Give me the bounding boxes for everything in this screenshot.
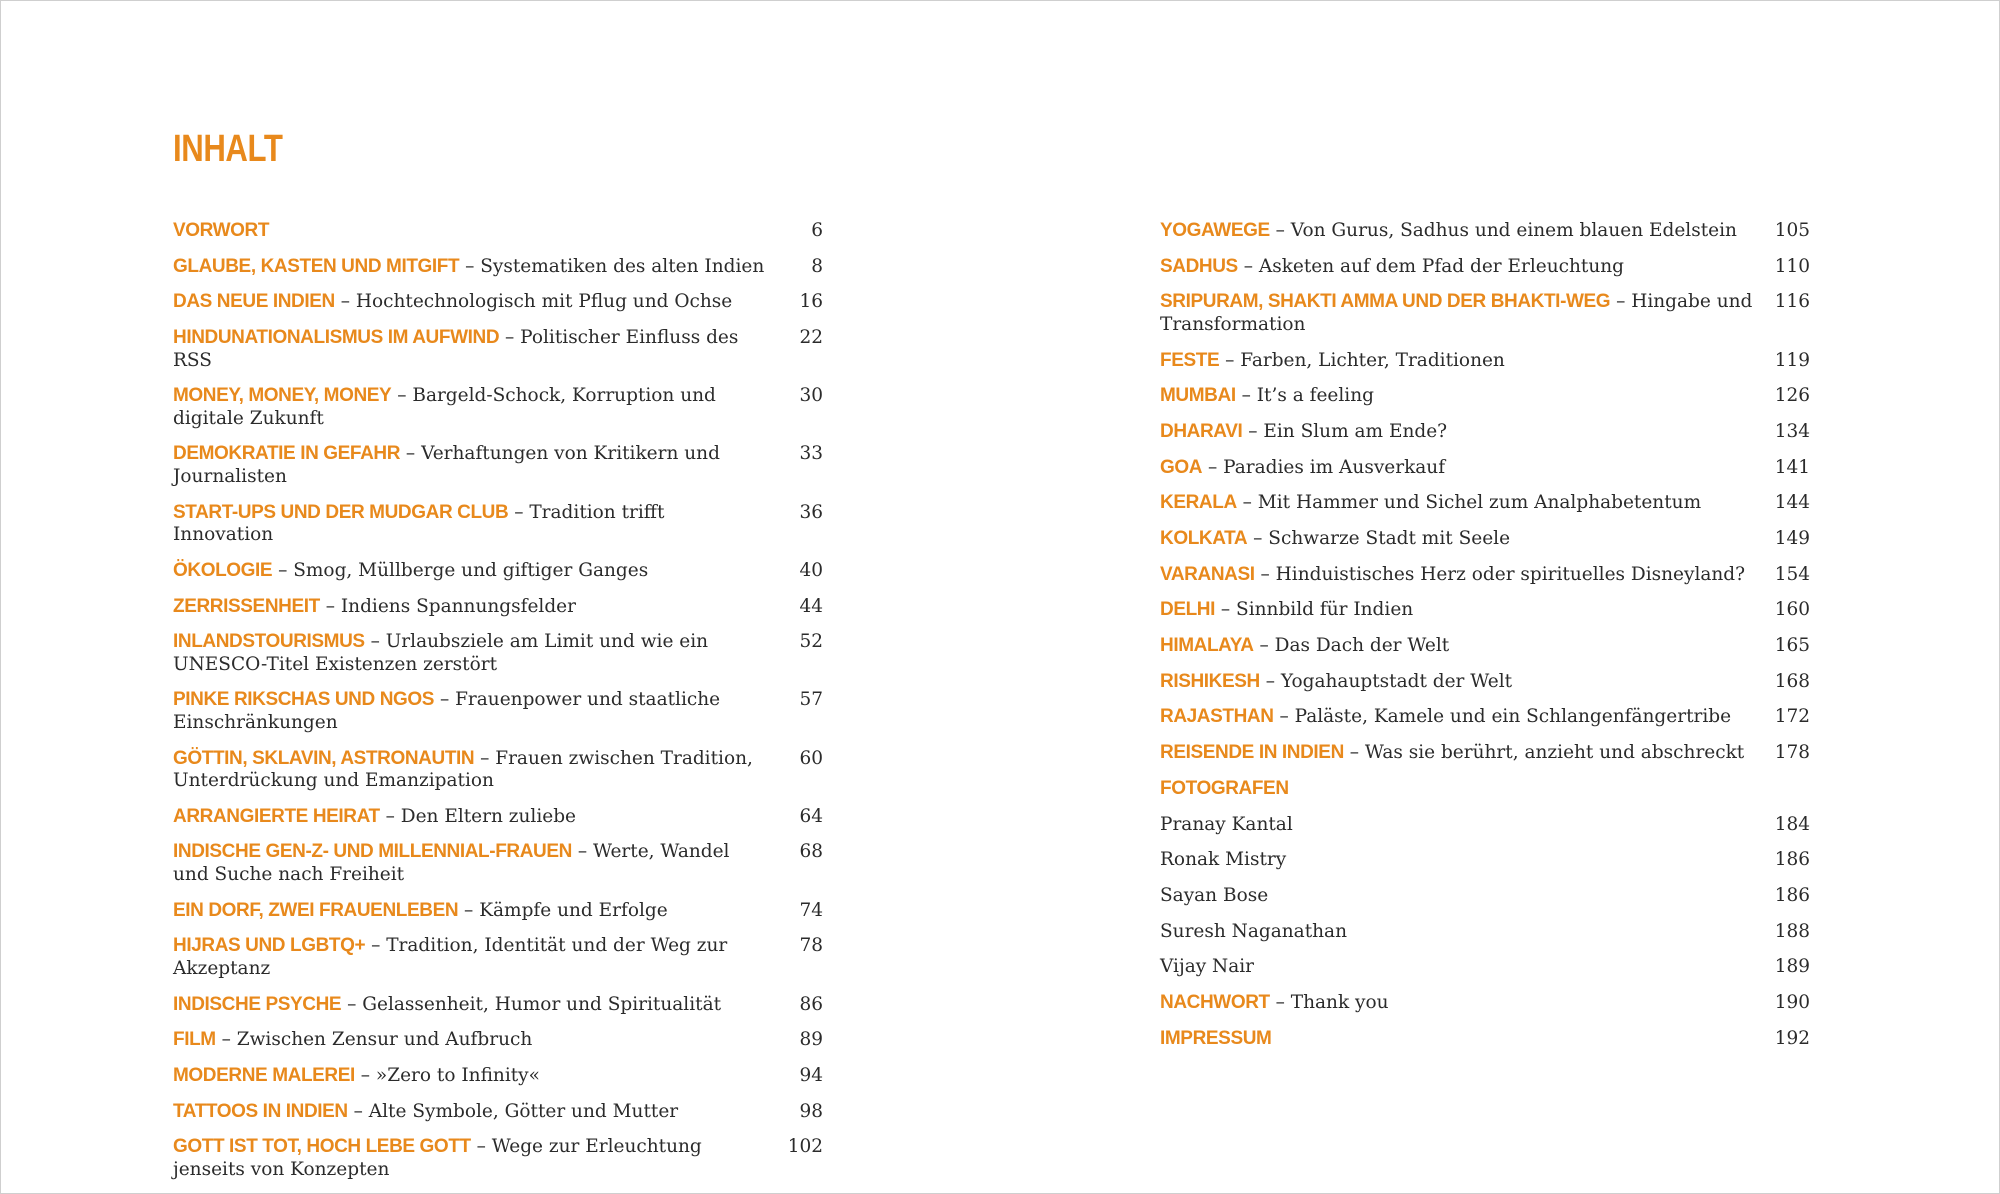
toc-entry-page-number: 116 [1774, 291, 1810, 313]
toc-entry-separator: – [400, 443, 422, 465]
toc-entry-separator: – [508, 501, 530, 523]
toc-entry-page-number: 160 [1774, 599, 1810, 621]
toc-entry[interactable] [1160, 992, 1810, 1015]
toc-entry[interactable] [173, 841, 823, 886]
toc-entry-description: Vijay Nair [1160, 956, 1255, 978]
toc-entry-description: Yogahauptstadt der Welt [1280, 670, 1513, 692]
toc-entry[interactable] [1160, 814, 1810, 837]
toc-entry-page-number: 126 [1774, 385, 1810, 407]
toc-entry-description: Paradies im Ausverkauf [1223, 456, 1446, 478]
toc-entry-description: Von Gurus, Sadhus und einem blauen Edelstein [1290, 220, 1737, 241]
toc-entry[interactable] [1160, 256, 1810, 279]
toc-entry-heading: MODERNE MALEREI [173, 1064, 355, 1086]
toc-entry-page-number: 16 [799, 291, 823, 313]
toc-entry-description: Frauen zwischen Tradition, Unterdrückung und Emanzipation [173, 747, 753, 792]
toc-entry-description: Tradition, Identität und der Weg zur Akzeptanz [173, 935, 728, 979]
toc-entry-description: Kämpfe und Erfolge [479, 899, 668, 921]
toc-entry-description: Hinduistisches Herz oder spirituelles Disneyland? [1275, 563, 1746, 585]
toc-entry-separator: – [215, 1029, 237, 1051]
toc-entry-page-number: 105 [1774, 220, 1810, 241]
toc-entry-heading: RAJASTHAN [1160, 706, 1274, 728]
toc-entry-page-number: 186 [1774, 884, 1810, 906]
toc-entry-page-number: 192 [1774, 1027, 1810, 1049]
toc-entry-page-number: 149 [1774, 528, 1810, 549]
toc-entry-page-number: 141 [1774, 456, 1810, 478]
toc-entry-separator: – [571, 841, 593, 863]
toc-entry-description: »Zero to Infinity« [375, 1064, 540, 1086]
toc-entry[interactable] [1160, 778, 1810, 801]
toc-entry-separator: – [474, 747, 496, 769]
toc-entry-page-number: 110 [1774, 255, 1810, 277]
toc-entry-heading: SADHUS [1160, 255, 1238, 277]
toc-entry[interactable] [173, 256, 823, 279]
toc-entry-heading: GLAUBE, KASTEN UND MITGIFT [173, 255, 460, 277]
toc-entry[interactable] [173, 994, 823, 1017]
toc-entry[interactable] [1160, 564, 1810, 587]
toc-entry-description: Indiens Spannungsfelder [340, 595, 576, 617]
toc-entry-description: Suresh Naganathan [1160, 920, 1347, 942]
toc-entry-heading: RISHIKESH [1160, 670, 1260, 692]
toc-entry-separator: – [459, 255, 481, 277]
toc-entry-heading: MONEY, MONEY, MONEY [173, 385, 392, 407]
toc-entry-page-number: 190 [1774, 991, 1810, 1013]
toc-entry[interactable] [173, 443, 823, 488]
toc-entry-page-number: 64 [799, 805, 823, 827]
toc-entry-heading: GÖTTIN, SKLAVIN, ASTRONAUTIN [173, 747, 475, 769]
toc-entry-heading: KOLKATA [1160, 528, 1248, 549]
toc-entry[interactable] [1160, 492, 1810, 515]
toc-entry-heading: SRIPURAM, SHAKTI AMMA UND DER BHAKTI-WEG [1160, 291, 1611, 313]
toc-entry[interactable] [173, 689, 823, 734]
toc-entry-page-number: 22 [799, 327, 823, 349]
toc-entry-page-number: 74 [799, 899, 823, 921]
toc-entry-separator: – [341, 993, 363, 1015]
toc-entry[interactable] [173, 1136, 823, 1181]
toc-entry[interactable] [1160, 885, 1810, 908]
toc-entry-separator: – [272, 559, 294, 581]
toc-entry-page-number: 33 [799, 443, 823, 465]
toc-entry[interactable] [173, 220, 823, 243]
toc-entry[interactable] [173, 1065, 823, 1088]
toc-entry-separator: – [1269, 991, 1291, 1013]
toc-entry-description: Tradition trifft Innovation [173, 501, 665, 546]
toc-entry[interactable] [1160, 385, 1810, 408]
toc-entry-separator: – [365, 935, 387, 957]
toc-entry-separator: – [470, 1136, 492, 1158]
toc-entry-description: Systematiken des alten Indien [480, 255, 765, 277]
toc-entry-heading: INLANDSTOURISMUS [173, 631, 365, 653]
toc-entry-heading: DAS NEUE INDIEN [173, 291, 335, 313]
toc-entry-description: Frauenpower und staatliche Einschränkungen [173, 689, 721, 733]
toc-entry-page-number: 189 [1774, 956, 1810, 978]
toc-entry-description: Urlaubsziele am Limit und wie ein UNESCO-Titel Existenzen zerstört [173, 631, 709, 675]
toc-entry[interactable] [1160, 291, 1810, 336]
toc-entry-separator: – [319, 595, 341, 617]
toc-entry[interactable] [173, 631, 823, 676]
toc-entry-separator: – [364, 631, 386, 653]
toc-entry[interactable] [173, 748, 823, 793]
toc-entry-page-number: 52 [799, 631, 823, 653]
toc-entry-heading: HINDUNATIONALISMUS IM AUFWIND [173, 327, 500, 349]
toc-entry[interactable] [1160, 921, 1810, 944]
toc-entry-page-number: 94 [799, 1064, 823, 1086]
toc-entry-separator: – [1237, 255, 1259, 277]
toc-entry-description: Alte Symbole, Götter und Mutter [368, 1100, 679, 1122]
toc-entry-page-number: 184 [1774, 813, 1810, 835]
toc-entry[interactable] [1160, 849, 1810, 872]
toc-entry[interactable] [173, 327, 823, 372]
toc-entry-heading: MUMBAI [1160, 385, 1236, 407]
toc-entry-heading: FOTOGRAFEN [1160, 777, 1289, 799]
toc-entry-description: Verhaftungen von Kritikern und Journalisten [173, 443, 720, 487]
toc-entry-separator: – [458, 899, 480, 921]
toc-entry-heading: IMPRESSUM [1160, 1027, 1272, 1049]
toc-entry-heading: PINKE RIKSCHAS UND NGOS [173, 689, 435, 711]
toc-entry-separator: – [1259, 670, 1281, 692]
toc-entry[interactable] [173, 385, 823, 430]
toc-entry-page-number: 134 [1774, 420, 1810, 442]
toc-entry-separator: – [434, 689, 456, 711]
toc-entry-page-number: 6 [811, 220, 823, 241]
toc-entry[interactable] [173, 935, 823, 980]
toc-entry-description: Den Eltern zuliebe [400, 805, 577, 827]
toc-entry-page-number: 36 [799, 501, 823, 523]
toc-entry[interactable] [173, 806, 823, 829]
toc-entry[interactable] [173, 291, 823, 314]
toc-entry-separator: – [1215, 599, 1237, 621]
toc-entry-page-number: 30 [799, 385, 823, 407]
toc-entry-separator: – [499, 327, 521, 349]
toc-entry-description: It’s a feeling [1256, 385, 1374, 407]
toc-entry-page-number: 60 [799, 747, 823, 769]
page-title: INHALT [173, 128, 283, 170]
toc-entry-description: Bargeld-Schock, Korruption und digitale Zukunft [173, 385, 716, 429]
toc-entry-separator: – [1343, 742, 1365, 764]
toc-entry-page-number: 119 [1774, 349, 1810, 371]
toc-entry-description: Sayan Bose [1160, 884, 1269, 906]
toc-entry-description: Zwischen Zensur und Aufbruch [236, 1029, 533, 1051]
toc-entry-description: Pranay Kantal [1160, 813, 1293, 835]
toc-entry-separator: – [1269, 220, 1291, 241]
toc-entry-description: Sinnbild für Indien [1236, 599, 1414, 621]
toc-entry-description: Ein Slum am Ende? [1263, 420, 1448, 442]
toc-entry-separator: – [1273, 706, 1295, 728]
toc-entry-heading: GOA [1160, 456, 1203, 478]
toc-entry-page-number: 78 [799, 935, 823, 957]
toc-entry-heading: HIJRAS UND LGBTQ+ [173, 935, 366, 957]
toc-entry-description: Hochtechnologisch mit Pflug und Ochse [355, 291, 733, 313]
toc-entry-heading: VORWORT [173, 220, 270, 241]
toc-entry-separator: – [1236, 492, 1258, 514]
toc-entry[interactable] [1160, 220, 1810, 243]
toc-entry-heading: INDISCHE PSYCHE [173, 993, 342, 1015]
toc-entry[interactable] [1160, 671, 1810, 694]
toc-entry-separator: – [1242, 420, 1264, 442]
toc-entry-separator: – [379, 805, 401, 827]
toc-entry-heading: GOTT IST TOT, HOCH LEBE GOTT [173, 1136, 471, 1158]
toc-entry-heading: TATTOOS IN INDIEN [173, 1100, 348, 1122]
toc-entry[interactable] [1160, 742, 1810, 765]
toc-entry[interactable] [1160, 350, 1810, 373]
toc-entry-page-number: 172 [1774, 706, 1810, 728]
toc-entry-page-number: 44 [799, 595, 823, 617]
toc-entry-page-number: 178 [1774, 742, 1810, 764]
toc-entry-separator: – [1610, 291, 1632, 313]
toc-entry-heading: YOGAWEGE [1160, 220, 1270, 241]
toc-entry-description: Paläste, Kamele und ein Schlangenfängertribe [1294, 706, 1732, 728]
toc-entry-page-number: 68 [799, 841, 823, 863]
toc-entry-separator: – [1247, 528, 1269, 549]
toc-entry-separator: – [334, 291, 356, 313]
toc-entry-heading: ÖKOLOGIE [173, 559, 273, 581]
toc-entry-page-number: 8 [811, 255, 823, 277]
toc-entry-heading: FESTE [1160, 349, 1220, 371]
toc-entry-page-number: 57 [799, 689, 823, 711]
toc-entry-page-number: 186 [1774, 849, 1810, 871]
toc-entry-description: Politischer Einfluss des RSS [173, 327, 739, 371]
toc-entry-description: Thank you [1290, 991, 1389, 1013]
toc-entry-description: Hingabe und Transformation [1160, 291, 1753, 335]
toc-entry-heading: DHARAVI [1160, 420, 1243, 442]
toc-entry[interactable] [173, 560, 823, 583]
toc-entry-heading: HIMALAYA [1160, 635, 1254, 657]
toc-entry-description: Mit Hammer und Sichel zum Analphabetentum [1257, 492, 1702, 514]
toc-entry-description: Schwarze Stadt mit Seele [1268, 528, 1511, 549]
toc-entry[interactable] [1160, 706, 1810, 729]
toc-entry-separator: – [391, 385, 413, 407]
toc-entry-separator: – [1219, 349, 1241, 371]
toc-entry-page-number: 98 [799, 1100, 823, 1122]
toc-entry-page-number: 188 [1774, 920, 1810, 942]
toc-entry-heading: REISENDE IN INDIEN [1160, 742, 1344, 764]
toc-entry-heading: NACHWORT [1160, 991, 1270, 1013]
toc-entry-heading: KERALA [1160, 492, 1237, 514]
toc-entry-page-number: 40 [799, 559, 823, 581]
toc-entry-separator: – [347, 1100, 369, 1122]
toc-entry-description: Werte, Wandel und Suche nach Freiheit [173, 841, 730, 885]
toc-entry-separator: – [1253, 635, 1275, 657]
toc-entry[interactable] [1160, 635, 1810, 658]
toc-entry-page-number: 154 [1774, 563, 1810, 585]
toc-entry-heading: ZERRISSENHEIT [173, 595, 320, 617]
toc-entry-heading: EIN DORF, ZWEI FRAUENLEBEN [173, 899, 459, 921]
toc-entry[interactable] [173, 900, 823, 923]
toc-right-column [1160, 220, 1810, 1063]
toc-entry-heading: START-UPS UND DER MUDGAR CLUB [173, 501, 509, 523]
toc-entry-page-number: 165 [1774, 635, 1810, 657]
toc-entry-separator: – [1202, 456, 1224, 478]
toc-entry[interactable] [1160, 956, 1810, 979]
toc-entry-heading: INDISCHE GEN-Z- UND MILLENNIAL-FRAUEN [173, 841, 572, 863]
toc-entry-heading: ARRANGIERTE HEIRAT [173, 805, 380, 827]
toc-entry-description: Ronak Mistry [1160, 849, 1287, 871]
toc-entry-description: Asketen auf dem Pfad der Erleuchtung [1258, 255, 1625, 277]
toc-entry-page-number: 102 [787, 1136, 823, 1158]
toc-left-column [173, 220, 823, 1194]
toc-entry-separator: – [354, 1064, 376, 1086]
toc-entry-description: Smog, Müllberge und giftiger Ganges [293, 559, 649, 581]
toc-entry[interactable] [1160, 528, 1810, 551]
toc-entry-page-number: 168 [1774, 670, 1810, 692]
toc-entry[interactable] [173, 596, 823, 619]
toc-entry[interactable] [1160, 457, 1810, 480]
toc-entry-page-number: 89 [799, 1029, 823, 1051]
toc-entry[interactable] [173, 1029, 823, 1052]
toc-entry-description: Gelassenheit, Humor und Spiritualität [362, 993, 722, 1015]
toc-entry-separator: – [1235, 385, 1257, 407]
toc-entry-heading: DELHI [1160, 599, 1216, 621]
toc-entry-heading: FILM [173, 1029, 216, 1051]
toc-entry[interactable] [1160, 599, 1810, 622]
toc-entry-separator: – [1254, 563, 1276, 585]
toc-entry-heading: DEMOKRATIE IN GEFAHR [173, 443, 401, 465]
toc-entry[interactable] [173, 502, 823, 547]
toc-entry-description: Was sie berührt, anzieht und abschreckt [1364, 742, 1745, 764]
toc-entry-heading: VARANASI [1160, 563, 1255, 585]
toc-entry[interactable] [1160, 1028, 1810, 1051]
toc-entry-page-number: 86 [799, 993, 823, 1015]
toc-entry-description: Das Dach der Welt [1274, 635, 1450, 657]
toc-entry-description: Wege zur Erleuchtung jenseits von Konzepten [173, 1136, 702, 1180]
toc-entry-description: Farben, Lichter, Traditionen [1240, 349, 1505, 371]
toc-entry-page-number: 144 [1774, 492, 1810, 514]
toc-entry[interactable] [1160, 421, 1810, 444]
toc-entry[interactable] [173, 1101, 823, 1124]
